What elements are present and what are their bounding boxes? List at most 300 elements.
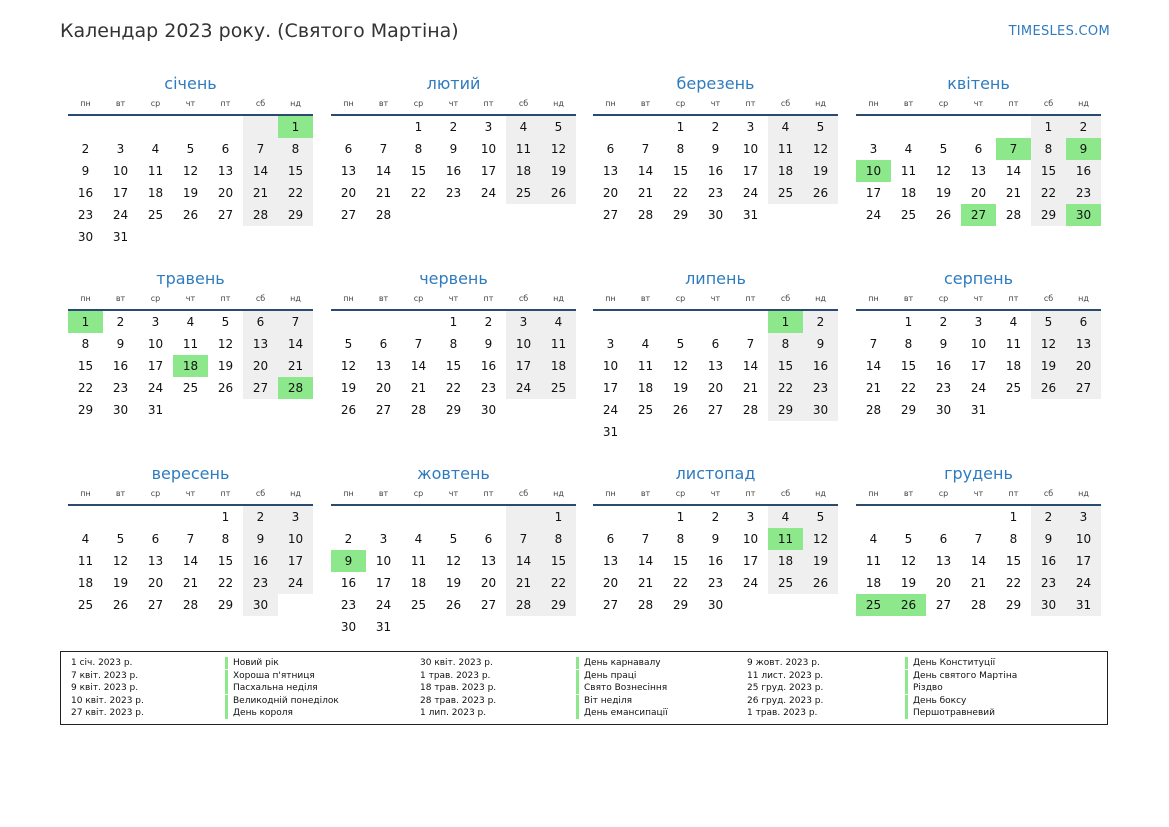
day-cell: 10	[1066, 528, 1101, 550]
month-name: березень	[676, 74, 755, 93]
day-grid	[593, 506, 838, 638]
day-cell: 29	[672, 208, 689, 222]
day-cell: 26	[803, 572, 838, 594]
day-grid	[331, 116, 576, 248]
month-name: липень	[685, 269, 746, 288]
legend-date: 25 груд. 2023 р.	[747, 683, 824, 694]
legend-holiday-name: Великодній понеділок	[225, 695, 339, 707]
day-cell: 26	[217, 381, 234, 395]
day-cell: 5	[344, 337, 353, 351]
month-8	[856, 269, 1101, 469]
day-cell: 31	[970, 403, 987, 417]
day-cell: 11	[768, 138, 803, 160]
day-cell: 25	[182, 381, 199, 395]
day-cell: 6	[974, 142, 983, 156]
day-cell: 5	[449, 532, 458, 546]
weekday-label: сб	[518, 99, 529, 108]
empty-weekend-cell	[243, 116, 278, 138]
day-cell: 12	[445, 554, 462, 568]
weekday-label: нд	[815, 294, 826, 303]
day-cell: 22	[541, 572, 576, 594]
day-cell: 2	[1031, 506, 1066, 528]
day-cell: 13	[147, 554, 164, 568]
day-cell: 2	[1066, 116, 1101, 138]
day-cell: 14	[865, 359, 882, 373]
day-cell: 25	[410, 598, 427, 612]
day-cell: 28	[637, 208, 654, 222]
weekday-label: вт	[115, 489, 126, 498]
day-cell: 4	[414, 532, 423, 546]
day-cell: 6	[243, 311, 278, 333]
day-cell: 15	[445, 359, 462, 373]
day-cell: 28	[182, 598, 199, 612]
day-cell: 11	[410, 554, 427, 568]
legend-holiday-name: День короля	[225, 707, 293, 719]
day-cell: 23	[707, 576, 724, 590]
weekday-label: чт	[973, 99, 984, 108]
day-cell: 31	[112, 230, 129, 244]
day-cell: 29	[672, 598, 689, 612]
day-cell: 30	[935, 403, 952, 417]
day-cell: 28	[243, 204, 278, 226]
day-cell: 3	[746, 120, 755, 134]
day-cell: 14	[637, 554, 654, 568]
day-grid	[856, 506, 1101, 638]
day-cell: 4	[1009, 315, 1018, 329]
day-cell: 9	[116, 337, 125, 351]
weekday-label: сб	[1043, 489, 1054, 498]
legend-holiday-name: Різдво	[905, 682, 943, 694]
day-cell: 22	[77, 381, 94, 395]
day-cell: 15	[900, 359, 917, 373]
day-cell: 1	[449, 315, 458, 329]
day-cell: 15	[1031, 160, 1066, 182]
legend-date: 10 квіт. 2023 р.	[71, 695, 144, 706]
weekday-label: сб	[518, 489, 529, 498]
day-cell: 2	[484, 315, 493, 329]
day-cell: 24	[1066, 572, 1101, 594]
day-cell: 13	[935, 554, 952, 568]
day-cell: 25	[77, 598, 94, 612]
day-cell: 29	[900, 403, 917, 417]
day-cell: 6	[484, 532, 493, 546]
site-link[interactable]: TIMESLES.COM	[1008, 24, 1110, 39]
day-cell: 23	[480, 381, 497, 395]
weekday-label: чт	[973, 294, 984, 303]
weekday-label: нд	[1078, 294, 1089, 303]
weekday-label: пн	[605, 294, 616, 303]
day-cell: 21	[506, 572, 541, 594]
day-cell: 31	[375, 620, 392, 634]
day-cell: 4	[151, 142, 160, 156]
day-cell: 23	[445, 186, 462, 200]
weekday-label: вт	[378, 489, 389, 498]
legend-holiday-name: Хороша п'ятниця	[225, 670, 315, 682]
day-cell: 19	[672, 381, 689, 395]
day-cell: 14	[970, 554, 987, 568]
day-cell: 28	[637, 598, 654, 612]
day-cell: 7	[869, 337, 878, 351]
day-cell: 20	[707, 381, 724, 395]
day-cell: 23	[243, 572, 278, 594]
weekday-label: вт	[378, 294, 389, 303]
day-cell: 7	[414, 337, 423, 351]
day-cell: 24	[278, 572, 313, 594]
day-cell: 9	[484, 337, 493, 351]
day-cell: 21	[243, 182, 278, 204]
weekday-label: пн	[343, 294, 354, 303]
day-cell: 27	[217, 208, 234, 222]
day-cell: 3	[379, 532, 388, 546]
weekday-label: пт	[220, 294, 231, 303]
day-cell: 10	[506, 333, 541, 355]
weekday-label: пн	[868, 294, 879, 303]
day-cell: 16	[445, 164, 462, 178]
page-title: Календар 2023 року. (Святого Мартіна)	[60, 20, 459, 42]
day-cell: 1	[414, 120, 423, 134]
day-cell: 5	[221, 315, 230, 329]
day-cell: 31	[602, 425, 619, 439]
day-cell: 23	[707, 186, 724, 200]
weekday-header	[593, 292, 838, 306]
day-cell: 14	[278, 333, 313, 355]
legend-holiday-name: День емансипації	[576, 707, 668, 719]
day-cell: 21	[970, 576, 987, 590]
weekday-label: чт	[448, 489, 459, 498]
day-cell: 11	[865, 554, 882, 568]
weekday-label: ср	[150, 489, 161, 498]
weekday-label: сб	[780, 489, 791, 498]
weekday-label: вт	[903, 489, 914, 498]
day-cell: 18	[768, 550, 803, 572]
day-cell: 9	[939, 337, 948, 351]
legend-date: 11 лист. 2023 р.	[747, 670, 824, 681]
day-cell: 25	[147, 208, 164, 222]
day-cell: 24	[602, 403, 619, 417]
weekday-label: ср	[413, 294, 424, 303]
day-cell: 28	[865, 403, 882, 417]
day-cell: 19	[445, 576, 462, 590]
day-cell: 17	[602, 381, 619, 395]
month-name: вересень	[151, 464, 230, 483]
day-cell: 22	[1031, 182, 1066, 204]
day-cell: 11	[182, 337, 199, 351]
day-cell: 7	[506, 528, 541, 550]
weekday-header	[856, 97, 1101, 111]
legend-date: 1 трав. 2023 р.	[747, 708, 818, 719]
day-cell: 11	[768, 528, 803, 550]
weekday-label: пн	[80, 489, 91, 498]
day-grid	[68, 311, 313, 443]
month-9	[68, 464, 313, 664]
day-cell: 1	[1009, 510, 1018, 524]
day-cell: 27	[243, 377, 278, 399]
legend-holiday-name: День праці	[576, 670, 636, 682]
day-cell: 10	[147, 337, 164, 351]
day-cell: 25	[856, 594, 891, 616]
day-cell: 16	[77, 186, 94, 200]
day-cell: 17	[742, 554, 759, 568]
day-cell: 29	[445, 403, 462, 417]
day-cell: 8	[278, 138, 313, 160]
day-cell: 19	[803, 550, 838, 572]
day-cell: 30	[707, 208, 724, 222]
day-cell: 14	[742, 359, 759, 373]
day-cell: 1	[904, 315, 913, 329]
day-cell: 21	[182, 576, 199, 590]
day-cell: 25	[900, 208, 917, 222]
day-cell: 30	[480, 403, 497, 417]
day-cell: 25	[1005, 381, 1022, 395]
weekday-header	[856, 292, 1101, 306]
day-cell: 19	[803, 160, 838, 182]
weekday-label: сб	[255, 489, 266, 498]
day-cell: 16	[112, 359, 129, 373]
legend-date: 26 груд. 2023 р.	[747, 695, 824, 706]
day-cell: 21	[375, 186, 392, 200]
weekday-header	[856, 487, 1101, 501]
day-cell: 8	[1031, 138, 1066, 160]
legend-date: 27 квіт. 2023 р.	[71, 708, 144, 719]
day-cell: 3	[116, 142, 125, 156]
weekday-label: пт	[220, 489, 231, 498]
day-cell: 21	[278, 355, 313, 377]
weekday-label: пт	[1008, 489, 1019, 498]
day-cell: 10	[480, 142, 497, 156]
weekday-label: пн	[605, 489, 616, 498]
day-cell: 7	[278, 311, 313, 333]
day-cell: 31	[742, 208, 759, 222]
day-cell: 21	[637, 186, 654, 200]
day-cell: 26	[445, 598, 462, 612]
day-cell: 6	[344, 142, 353, 156]
day-grid	[68, 506, 313, 638]
weekday-label: пн	[343, 99, 354, 108]
day-cell: 15	[672, 554, 689, 568]
weekday-label: чт	[710, 294, 721, 303]
weekday-label: сб	[780, 99, 791, 108]
day-cell: 20	[1066, 355, 1101, 377]
day-cell: 20	[375, 381, 392, 395]
legend-holiday-name: Новий рік	[225, 657, 279, 669]
day-cell: 13	[602, 164, 619, 178]
day-cell: 10	[278, 528, 313, 550]
day-cell: 8	[414, 142, 423, 156]
day-cell: 5	[803, 506, 838, 528]
weekday-label: чт	[710, 489, 721, 498]
day-cell: 1	[1031, 116, 1066, 138]
day-cell: 4	[641, 337, 650, 351]
weekday-label: сб	[518, 294, 529, 303]
day-cell: 12	[217, 337, 234, 351]
month-name: травень	[156, 269, 225, 288]
day-cell: 24	[506, 377, 541, 399]
day-cell: 2	[711, 120, 720, 134]
weekday-label: ср	[675, 294, 686, 303]
day-cell: 18	[900, 186, 917, 200]
weekday-label: вт	[903, 99, 914, 108]
day-cell: 19	[935, 186, 952, 200]
day-cell: 13	[375, 359, 392, 373]
day-cell: 17	[742, 164, 759, 178]
day-cell: 20	[243, 355, 278, 377]
day-cell: 16	[1066, 160, 1101, 182]
day-cell: 28	[742, 403, 759, 417]
day-cell: 26	[672, 403, 689, 417]
day-cell: 26	[340, 403, 357, 417]
weekday-label: пн	[80, 294, 91, 303]
weekday-header	[68, 97, 313, 111]
day-cell: 11	[1005, 337, 1022, 351]
day-cell: 13	[1066, 333, 1101, 355]
day-cell: 6	[151, 532, 160, 546]
day-cell: 9	[331, 550, 366, 572]
day-cell: 1	[676, 510, 685, 524]
day-cell: 29	[768, 399, 803, 421]
day-cell: 30	[1031, 594, 1066, 616]
day-cell: 2	[449, 120, 458, 134]
legend-holiday-name: День боксу	[905, 695, 966, 707]
day-cell: 12	[340, 359, 357, 373]
day-cell: 15	[672, 164, 689, 178]
day-cell: 19	[1031, 355, 1066, 377]
day-cell: 7	[641, 142, 650, 156]
day-cell: 6	[711, 337, 720, 351]
legend-date: 1 трав. 2023 р.	[420, 670, 491, 681]
day-cell: 28	[410, 403, 427, 417]
weekday-header	[68, 292, 313, 306]
day-cell: 13	[602, 554, 619, 568]
day-cell: 18	[506, 160, 541, 182]
day-cell: 20	[147, 576, 164, 590]
legend-holiday-name: Пасхальна неділя	[225, 682, 318, 694]
day-cell: 26	[1031, 377, 1066, 399]
weekday-label: ср	[675, 489, 686, 498]
day-cell: 16	[707, 164, 724, 178]
weekday-label: сб	[255, 99, 266, 108]
weekday-header	[68, 487, 313, 501]
month-name: листопад	[675, 464, 756, 483]
day-cell: 22	[672, 186, 689, 200]
day-cell: 30	[340, 620, 357, 634]
day-cell: 23	[1066, 182, 1101, 204]
day-cell: 19	[541, 160, 576, 182]
weekday-header	[331, 487, 576, 501]
day-cell: 11	[147, 164, 164, 178]
day-cell: 20	[602, 576, 619, 590]
weekday-label: пт	[1008, 294, 1019, 303]
day-cell: 3	[869, 142, 878, 156]
day-cell: 17	[112, 186, 129, 200]
day-cell: 28	[278, 377, 313, 399]
weekday-label: пт	[1008, 99, 1019, 108]
day-cell: 24	[742, 186, 759, 200]
day-cell: 15	[410, 164, 427, 178]
day-cell: 16	[480, 359, 497, 373]
day-cell: 12	[935, 164, 952, 178]
weekday-label: нд	[290, 294, 301, 303]
day-cell: 24	[480, 186, 497, 200]
day-cell: 4	[81, 532, 90, 546]
weekday-label: сб	[1043, 294, 1054, 303]
day-cell: 8	[221, 532, 230, 546]
day-cell: 5	[541, 116, 576, 138]
day-cell: 20	[480, 576, 497, 590]
weekday-label: ср	[413, 489, 424, 498]
day-cell: 1	[68, 311, 103, 333]
day-cell: 23	[935, 381, 952, 395]
day-cell: 22	[672, 576, 689, 590]
weekday-label: чт	[185, 99, 196, 108]
day-cell: 29	[77, 403, 94, 417]
legend-date: 9 квіт. 2023 р.	[71, 683, 139, 694]
empty-weekend-cell	[506, 506, 541, 528]
weekday-label: чт	[448, 294, 459, 303]
day-cell: 6	[1066, 311, 1101, 333]
weekday-label: ср	[938, 294, 949, 303]
day-cell: 29	[541, 594, 576, 616]
weekday-label: чт	[448, 99, 459, 108]
day-cell: 10	[856, 160, 891, 182]
day-cell: 10	[602, 359, 619, 373]
day-cell: 27	[147, 598, 164, 612]
day-cell: 25	[768, 572, 803, 594]
day-cell: 26	[891, 594, 926, 616]
day-cell: 20	[935, 576, 952, 590]
day-cell: 23	[803, 377, 838, 399]
day-cell: 14	[1005, 164, 1022, 178]
day-cell: 2	[939, 315, 948, 329]
month-name: грудень	[944, 464, 1013, 483]
day-cell: 12	[182, 164, 199, 178]
month-name: лютий	[426, 74, 481, 93]
day-cell: 13	[340, 164, 357, 178]
day-cell: 2	[81, 142, 90, 156]
day-cell: 2	[803, 311, 838, 333]
weekday-label: нд	[553, 99, 564, 108]
day-cell: 26	[182, 208, 199, 222]
day-cell: 10	[970, 337, 987, 351]
day-cell: 4	[506, 116, 541, 138]
weekday-label: нд	[815, 489, 826, 498]
month-name: січень	[164, 74, 217, 93]
day-cell: 16	[707, 554, 724, 568]
day-cell: 17	[147, 359, 164, 373]
day-cell: 14	[182, 554, 199, 568]
day-cell: 21	[637, 576, 654, 590]
day-cell: 8	[541, 528, 576, 550]
weekday-label: пт	[483, 294, 494, 303]
day-cell: 28	[1005, 208, 1022, 222]
day-cell: 19	[182, 186, 199, 200]
weekday-label: чт	[710, 99, 721, 108]
day-cell: 24	[147, 381, 164, 395]
day-cell: 23	[340, 598, 357, 612]
weekday-label: пн	[80, 99, 91, 108]
day-cell: 6	[606, 532, 615, 546]
month-name: квітень	[947, 74, 1010, 93]
weekday-label: вт	[640, 99, 651, 108]
day-cell: 10	[375, 554, 392, 568]
weekday-label: чт	[185, 294, 196, 303]
day-cell: 26	[541, 182, 576, 204]
day-cell: 11	[637, 359, 654, 373]
day-cell: 5	[1031, 311, 1066, 333]
day-cell: 30	[803, 399, 838, 421]
day-cell: 17	[278, 550, 313, 572]
day-cell: 3	[484, 120, 493, 134]
weekday-label: сб	[780, 294, 791, 303]
